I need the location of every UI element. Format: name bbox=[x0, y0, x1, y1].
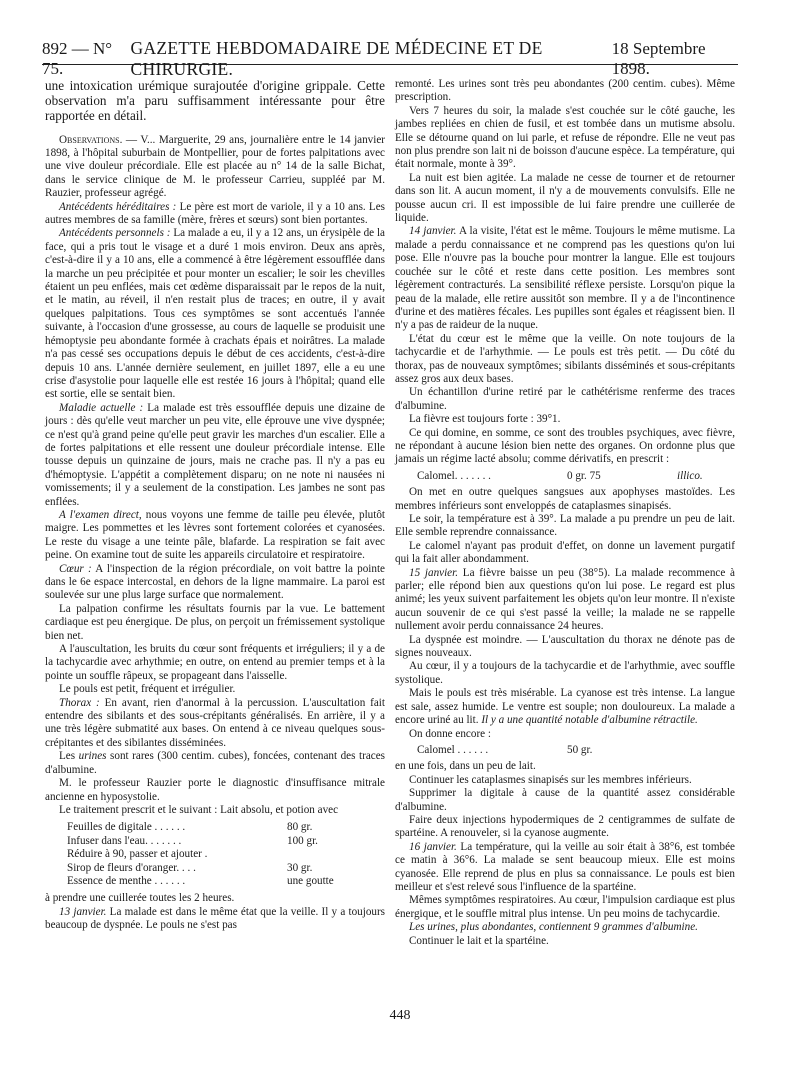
palpation-paragraph: La palpation confirme les résultats fournis par la vue. Le battement cardiaque est peu énergique. De plus, on perçoit un frémissement systolique bien net. bbox=[45, 602, 385, 642]
diagnosis-paragraph: M. le professeur Rauzier porte le diagnostic d'insuffisance mitrale ancienne en hyposystolie. bbox=[45, 777, 385, 803]
personal-label: Antécédents personnels : bbox=[59, 227, 171, 240]
exam-text: nous voyons une femme de taille peu élevée, plutôt maigre. Les pommettes et les lèvres sont fortement colorées et cyanosées. Le reste du visage a une teinte pâle, blafarde. La respiration se fait avec peine. On examine tout de suite les appareils circulatoire et respiratoire. bbox=[45, 508, 386, 562]
calomel-prescription-2 bbox=[417, 744, 735, 757]
auscultation-paragraph: A l'auscultation, les bruits du cœur sont fréquents et irréguliers; il y a de la tachycardie avec arhythmie; en outre, on entend au premier temps et à la pointe un souffle râpeux, se propageant dans l'aisselle. bbox=[45, 643, 385, 682]
digitalis-paragraph: Supprimer la digitale à cause de la quantité assez considérable d'albumine. bbox=[395, 787, 735, 813]
prescription-note: illico. bbox=[677, 469, 703, 482]
urine-albumin-text: Les urines, plus abondantes, contiennent 9 grammes d'albumine. bbox=[409, 921, 698, 934]
observation-label: Observations. bbox=[59, 133, 123, 146]
jan15-label: 15 janvier. bbox=[409, 566, 459, 579]
respiratory-paragraph: Mêmes symptômes respiratoires. Au cœur, l'impulsion cardiaque est plus énergique, et le souffle mitral plus intense. Un peu moins de tachycardie. bbox=[395, 894, 735, 920]
jan13-paragraph bbox=[45, 906, 385, 933]
heart-paragraph-2: Au cœur, il y a toujours de la tachycardie et de l'arhythmie, avec souffle systolique. bbox=[395, 660, 735, 686]
fever-paragraph: La fièvre est toujours forte : 39°1. bbox=[409, 413, 561, 426]
right-column bbox=[395, 78, 735, 948]
recipe-line bbox=[67, 875, 385, 888]
hereditary-label: Antécédents héréditaires : bbox=[59, 200, 177, 213]
night-paragraph: La nuit est bien agitée. La malade ne cesse de tourner et de retourner dans son lit. A aucun moment, il n'y a de mouvements convulsifs. Elle ne pousse aucun cri. Il est impossible de lui faire prendre une cuillerée de liquide. bbox=[395, 171, 735, 225]
prescription-quantity: 0 gr. 75 bbox=[567, 469, 601, 482]
prescription-drug: Calomel . . . . . . bbox=[417, 743, 489, 756]
albumin-note: Il y a une quantité notable d'albumine rétractile. bbox=[481, 714, 698, 727]
recipe-ingredient: Réduire à 90, passer et ajouter . bbox=[67, 848, 208, 861]
injection-paragraph: Faire deux injections hypodermiques de 2 centigrammes de sulfate de spartéine. A renouveler, si la cyanose augmente. bbox=[395, 813, 735, 840]
calomel-prescription bbox=[417, 470, 735, 483]
observation-text: — V... Marguerite, 29 ans, journalière entre le 14 janvier 1898, à l'hôpital suburbain de Montpellier, pour de fortes palpitations avec une vive douleur précordiale. Elle est placée au n° 14 de la salle Bichat, dans le service clinique de M. le professeur Carrieu, suppléé par M. Rauzier, professeur agrégé. bbox=[45, 133, 385, 200]
cataplasm-paragraph: Continuer les cataplasmes sinapisés sur les membres inférieurs. bbox=[409, 773, 692, 786]
exam-label: A l'examen direct, bbox=[59, 508, 142, 521]
jan15-text: La fièvre baisse un peu (38°5). La malade recommence à parler; elle répond bien aux questions qu'on lui pose. Le regard est plus animé; les yeux suivent parfaitement les objets qu'on leur montre. Il n'existe aucun souvenir de ce qui s'est passé la veille; la malade ne se rappelle nullement avoir perdu connaissance 24 heures. bbox=[395, 566, 735, 633]
recipe-quantity: une goutte bbox=[287, 874, 334, 887]
continue-paragraph: Continuer le lait et la spartéine. bbox=[409, 934, 549, 947]
journal-title: GAZETTE HEBDOMADAIRE DE MÉDECINE ET DE CHIRURGIE. bbox=[130, 38, 543, 79]
again-paragraph: On donne encore : bbox=[409, 727, 491, 740]
heart-state-paragraph: L'état du cœur est le même que la veille. On note toujours de la tachycardie et de l'arhythmie. — Le pouls est très petit. — Du côté du thorax, pas de nouveaux symptômes; sibilants disséminés et sous-crépitants assez gros aux deux bases. bbox=[395, 332, 735, 385]
current-illness-paragraph bbox=[45, 402, 385, 509]
jan13-text: La malade est dans le même état que la veille. Il y a toujours beaucoup de dyspnée. Le pouls ne s'est pas bbox=[45, 905, 386, 932]
current-illness-text: La malade est très essoufflée depuis une dizaine de jours : dès qu'elle veut marcher un peu vite, elle éprouve une vive dyspnée; ce n'est qu'à grand peine qu'elle peut gravir les marches d'un escalier. Elle a de fortes palpitations et elle ressent une douleur précordiale intense. Elle tousse depuis un quinzaine de jours, mais ne crache pas. Il n'y a pas eu d'hémoptysie. L'appétit a complètement disparu; on ne note ni nausées ni vomissements; il y a seulement de la constipation. Les jambes ne sont pas enflées. bbox=[45, 401, 385, 508]
pulse-text: Mais le pouls est très misérable. La cyanose est très intense. La langue est sale, assez humide. Le ventre est souple; non douloureux. La malade a encore uriné au lit. bbox=[395, 687, 735, 727]
recipe-quantity: 80 gr. bbox=[287, 821, 313, 834]
milk-line: en une fois, dans un peu de lait. bbox=[395, 760, 536, 773]
jan16-text: La température, qui la veille au soir était à 38°6, est tombée ce matin à 36°6. La malade se sent beaucoup mieux. Elle est moins cyanosée. Elle reprend de plus en plus sa connaissance. Le pouls est bien meilleur et s'est relevé sous l'influence de la spartéine. bbox=[395, 840, 735, 893]
jan14-text: A la visite, l'état est le même. Toujours le même mutisme. La malade a perdu connaissance et ne comprend pas les questions qu'on lui pose. Elle n'ouvre pas la bouche pour montrer la langue. Elle est toujours couchée sur le côté et reste dans cette position. Les membres sont légèrement contracturés. La sensibilité réflexe persiste. Lorsqu'on pique la peau de la malade, elle retire aussitôt son membre. Il y a de l'incontinence d'urine et des matières fécales. Les pupilles sont égales et réagissent bien. Il n'y a pas de raideur de la nuque. bbox=[395, 225, 736, 332]
dyspnea-paragraph: La dyspnée est moindre. — L'auscultation du thorax ne dénote pas de signes nouveaux. bbox=[395, 633, 735, 660]
issue-date: 18 Septembre 1898. bbox=[611, 39, 706, 78]
recipe-line bbox=[67, 821, 385, 834]
current-illness-label: Maladie actuelle : bbox=[59, 401, 144, 414]
thorax-paragraph bbox=[45, 697, 385, 751]
urine-sample-paragraph: Un échantillon d'urine retiré par le cathétérisme renferme des traces d'albumine. bbox=[395, 386, 735, 412]
jan16-label: 16 janvier. bbox=[409, 840, 457, 853]
recipe-ingredient: Essence de menthe . . . . . . bbox=[67, 874, 186, 887]
recipe-list bbox=[45, 821, 385, 888]
jan14-paragraph bbox=[395, 225, 735, 332]
recipe-line bbox=[67, 835, 385, 848]
heart-label: Cœur : bbox=[59, 562, 92, 575]
intro-paragraph: une intoxication urémique surajoutée d'origine grippale. Cette observation m'a paru suffisamment intéressante pour être rapportée en détail. bbox=[45, 78, 385, 124]
recipe-line bbox=[67, 862, 385, 875]
urine-label: urines bbox=[78, 750, 107, 763]
page-number: 448 bbox=[389, 1008, 411, 1023]
urine-paragraph bbox=[45, 750, 385, 777]
recipe-ingredient: Infuser dans l'eau. . . . . . . bbox=[67, 834, 182, 847]
leeches-paragraph: On met en outre quelques sangsues aux apophyses mastoïdes. Les membres inférieurs sont enveloppés de cataplasmes sinapisés. bbox=[395, 486, 735, 512]
treatment-paragraph: Le traitement prescrit et le suivant : Lait absolu, et potion avec bbox=[59, 803, 339, 816]
personal-paragraph bbox=[45, 227, 385, 401]
evening-paragraph: Vers 7 heures du soir, la malade s'est couchée sur le côté gauche, les jambes repliées en chien de fusil, et est tombée dans un mutisme absolu. Elle se détourne quand on lui parle, et refuse de répondre. Elle ne veut pas non plus prendre son lait ni de boisson d'aucune espèce. La température, qui était normale, monte à 39°. bbox=[395, 104, 735, 171]
pulse-paragraph: Le pouls est petit, fréquent et irrégulier. bbox=[59, 683, 236, 696]
jan13-label: 13 janvier. bbox=[59, 905, 107, 918]
hereditary-paragraph bbox=[45, 201, 385, 228]
prescription-quantity: 50 gr. bbox=[567, 743, 593, 756]
summary-paragraph: Ce qui domine, en somme, ce sont des troubles psychiques, avec fièvre, ne répondant à aucune lésion bien nette des organes. On ordonne plus que jamais un régime lacté absolu; comme dérivatifs, en prescrit : bbox=[395, 426, 735, 466]
recipe-ingredient: Sirop de fleurs d'oranger. . . . bbox=[67, 861, 196, 874]
thorax-text: En avant, rien d'anormal à la percussion. L'auscultation fait entendre des sibilants et des sous-crépitants généralisés. En arrière, il y a une très légère submatité aux bases. On entend à ce niveau quelques sous-crépitantes et des sibilantes disséminées. bbox=[45, 696, 385, 749]
issue-number: 892 — N° 75. bbox=[42, 39, 113, 78]
continued-paragraph: remonté. Les urines sont très peu abondantes (200 centim. cubes). Même prescription. bbox=[395, 78, 735, 104]
heart-text: A l'inspection de la région précordiale, on voit battre la pointe dans le 6e espace intercostal, en dehors de la ligne mammaire. La paroi est soulevée sur une plus large surface que normalement. bbox=[45, 562, 386, 602]
jan15-paragraph bbox=[395, 567, 735, 634]
running-header bbox=[42, 38, 738, 79]
jan16-paragraph bbox=[395, 841, 735, 895]
thorax-label: Thorax : bbox=[59, 696, 100, 709]
jan14-label: 14 janvier. bbox=[409, 225, 457, 238]
urine-prefix: Les bbox=[59, 750, 79, 763]
prescription-drug: Calomel. . . . . . . bbox=[417, 469, 491, 482]
dosage-line: à prendre une cuillerée toutes les 2 heures. bbox=[45, 892, 235, 905]
urine-albumin-paragraph bbox=[395, 921, 735, 934]
exam-paragraph bbox=[45, 509, 385, 563]
urine-text: sont rares (300 centim. cubes), foncées, contenant des traces d'albumine. bbox=[45, 750, 385, 776]
enema-paragraph: Le calomel n'ayant pas produit d'effet, on donne un lavement purgatif qui la fait aller abondamment. bbox=[395, 539, 735, 566]
personal-text: La malade a eu, il y a 12 ans, un érysipèle de la face, qui a pris tout le visage et a duré 1 mois environ. Deux ans après, c'est-à-dire il y a 10 ans, elle a commencé à être légèrement essoufflée dans la marche un peu précipitée et pour monter un escalier; le soir les chevilles étaient un peu enflées, mais cet œdème disparaissait par le repos de la nuit, et le matin, au réveil, il n'en restait plus de traces; en outre, il y avait quelques palpitations. Tous ces symptômes se sont accentués l'année suivante, à l'occasion d'une grossesse, au cours de laquelle se produisit une hémoptysie peu abondante formée à crachats épais et noirâtres. La malade n'a pas cessé ses occupations depuis le début de ces accidents, c'est-à-dire depuis 10 ans. L'année dernière seulement, en juillet 1897, elle a eu une crise d'asystolie pour laquelle elle est restée 16 jours à l'hôpital; quand elle est sortie, elle se sentait bien. bbox=[45, 227, 386, 401]
evening-temp-paragraph: Le soir, la température est à 39°. La malade a pu prendre un peu de lait. Elle semble reprendre connaissance. bbox=[395, 513, 735, 539]
heart-paragraph bbox=[45, 563, 385, 603]
recipe-ingredient: Feuilles de digitale . . . . . . bbox=[67, 821, 186, 834]
left-column bbox=[45, 78, 385, 933]
recipe-line bbox=[67, 848, 385, 861]
hereditary-text: Le père est mort de variole, il y a 10 ans. Les autres membres de sa famille (mère, frères et sœurs) sont bien portantes. bbox=[45, 200, 385, 227]
recipe-quantity: 30 gr. bbox=[287, 861, 313, 874]
observation-paragraph bbox=[45, 134, 385, 201]
recipe-quantity: 100 gr. bbox=[287, 834, 318, 847]
pulse-paragraph-2 bbox=[395, 687, 735, 727]
